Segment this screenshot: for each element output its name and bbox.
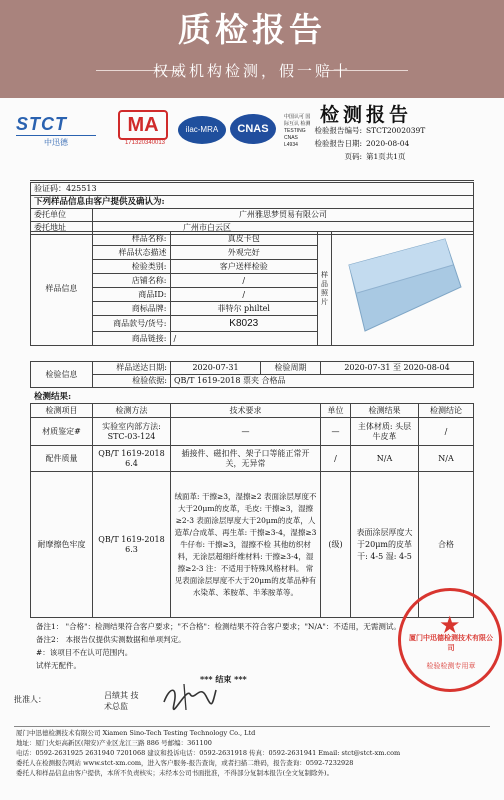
approver-label: 批准人： [14, 695, 46, 704]
client-section-title: 下列样品信息由客户提供及确认为: [31, 196, 474, 209]
cnas-text: 中国认可 国际互认 检测 TESTING CNAS L4934 [284, 114, 311, 148]
inspection-basis: QB/T 1619-2018 票夹 合格品 [171, 375, 474, 388]
inspection-period: 2020-07-31 至 2020-08-04 [321, 362, 474, 375]
verify-code: 验证码：425513 [31, 183, 474, 196]
inspection-type: 客户送样检验 [170, 260, 317, 274]
report-title: 检测报告 [320, 104, 413, 126]
header-banner [0, 0, 504, 98]
table-row: 配件质量 QB/T 1619-2018 6.4 插接件、磁扣件、架子口等能正常开关，无异常 / N/A N/A [31, 446, 474, 472]
sample-photo [335, 235, 467, 339]
ma-logo: MA 171320340013 [118, 110, 172, 150]
table-row: 材质鉴定# 实验室内部方法: STC-03-124 — — 主体材质: 头层牛皮革 / [31, 418, 474, 446]
banner-title: 质检报告 [178, 10, 326, 49]
report-number: STCT2002039T [366, 126, 426, 135]
client-name: 广州雅思梦贸易有限公司 [93, 209, 474, 222]
client-table: 验证码：425513 下列样品信息由客户提供及确认为: 委托单位 广州雅思梦贸易有限公司 委托地址 广州市白云区 [30, 182, 474, 235]
product-id: / [170, 288, 317, 302]
footer-divider [14, 726, 490, 727]
end-marker: *** 结束 *** [200, 674, 247, 684]
photo-label: 样品照片 [317, 232, 331, 346]
report-date: 2020-08-04 [366, 139, 410, 148]
results-section-title: 检测结果: [34, 392, 72, 402]
product-link: / [170, 332, 317, 346]
cnas-logo: CNAS [230, 114, 282, 146]
sample-condition: 外观完好 [170, 246, 317, 260]
notes: 备注1： "合格"：检测结果符合客户要求；"不合格"：检测结果不符合客户要求；"N/A"：不适用，无需测试。 备注2： 本报告仅提供实测数据和单项判定。 #：该项目不在认可范围内。 试样无配件。 [36, 622, 401, 670]
sample-table: 样品信息 样品名称: 真皮卡包 样品照片 样品状态描述 外观完好 检验类别: 客户送样检验 店铺名称: / 商品ID: / 商标品牌: 菲特尔 philtel 商品款号/货号: K8023 商品链接: / [30, 231, 474, 346]
inspection-info-table: 检验信息 样品送达日期: 2020-07-31 检验周期 2020-07-31 至 2020-08-04 检验依据: QB/T 1619-2018 票夹 合格品 [30, 361, 474, 388]
results-table: 检测项目 检测方法 技术要求 单位 检测结果 检测结论 材质鉴定# 实验室内部方法: STC-03-124 — — 主体材质: 头层牛皮革 / 配件质量 QB/T 1619-2018 6.4 插接件、磁扣件、架子口等能正常开关，无异常 / N/A N/A 耐摩擦色牢度 QB/T 1619-2018 6.3 绒面革: 干擦≥3，湿擦≥2 表面涂层厚度不大于20μm的皮革，毛皮: 干擦≥3，湿擦≥2-3 表面涂层厚度大于20μm的皮革，人造革/合成革、再生革: 干擦≥3-4，湿擦≥3 牛仔布: 干擦≥3，湿擦不检 其他纺织材料，无涂层超细纤维材料: 干擦≥3-4，湿擦≥2-3 注：不适用于特殊风格材料。 常见表面涂层厚度不大于20μm的皮革品种有水染革、苯胺革、半苯胺革等。 (级) 表面涂层厚度大于20μm的皮革 干: 4-5 湿: 4-5 合格 [30, 403, 474, 618]
inspect-section-label: 检验信息 [31, 362, 93, 388]
signature [160, 680, 220, 714]
sample-section-label: 样品信息 [31, 232, 93, 346]
received-date: 2020-07-31 [171, 362, 261, 375]
client-address: 广州市白云区 [93, 222, 474, 235]
official-stamp: ★ 厦门中迅德检测技术有限公司 检验检测专用章 [398, 588, 502, 692]
ilac-logo: ilac-MRA [178, 116, 226, 144]
banner-subtitle: 权威机构检测，假一赔十 [152, 62, 351, 80]
model-number: K8023 [170, 316, 317, 332]
certification-logos [16, 110, 311, 150]
shop-name: / [170, 274, 317, 288]
sample-name: 真皮卡包 [170, 232, 317, 246]
footer-text: 厦门中迅德检测技术有限公司 Xiamen Sino-Tech Testing Technology Co., Ltd 地址：厦门火炬高新区(翔安)产业区龙江三路 886 号邮编：361100 电话：0592-2631925 2631940 7201068 建议和投诉电话：0592-2631918 传真：0592-2631941 Email: stct@stct-xm.com 委托人在检测报告网站 www.stct-xm.com，进入客户服务-报告查询，或者扫描二维码，报告查询：0592-7232928 委托人和样品信息由客户提供，本所不负责核实；未经本公司书面批准，不得部分复制本报告(全文复制除外)。 [16, 729, 401, 777]
report-page: 第1页共1页 [366, 152, 406, 161]
sample-photo-cell [331, 232, 473, 346]
report-document [0, 98, 504, 800]
divider [30, 180, 474, 181]
report-info: 检验报告编号: STCT2002039T 检验报告日期: 2020-08-04 页码: 第1页共1页 [314, 126, 426, 161]
stct-logo: STCT 中迅德 [16, 114, 106, 148]
approver-title: 吕绩其 技术总监 [104, 691, 139, 711]
brand: 菲特尔 philtel [170, 302, 317, 316]
table-row: 耐摩擦色牢度 QB/T 1619-2018 6.3 绒面革: 干擦≥3，湿擦≥2 表面涂层厚度不大于20μm的皮革，毛皮: 干擦≥3，湿擦≥2-3 表面涂层厚度大于20μm的皮革，人造革/合成革、再生革: 干擦≥3-4，湿擦≥3 牛仔布: 干擦≥3，湿擦不检 其他纺织材料，无涂层超细纤维材料: 干擦≥3-4，湿擦≥2-3 注：不适用于特殊风格材料。 常见表面涂层厚度不大于20μm的皮革品种有水染革、苯胺革、半苯胺革等。 (级) 表面涂层厚度大于20μm的皮革 干: 4-5 湿: 4-5 合格 [31, 472, 474, 618]
